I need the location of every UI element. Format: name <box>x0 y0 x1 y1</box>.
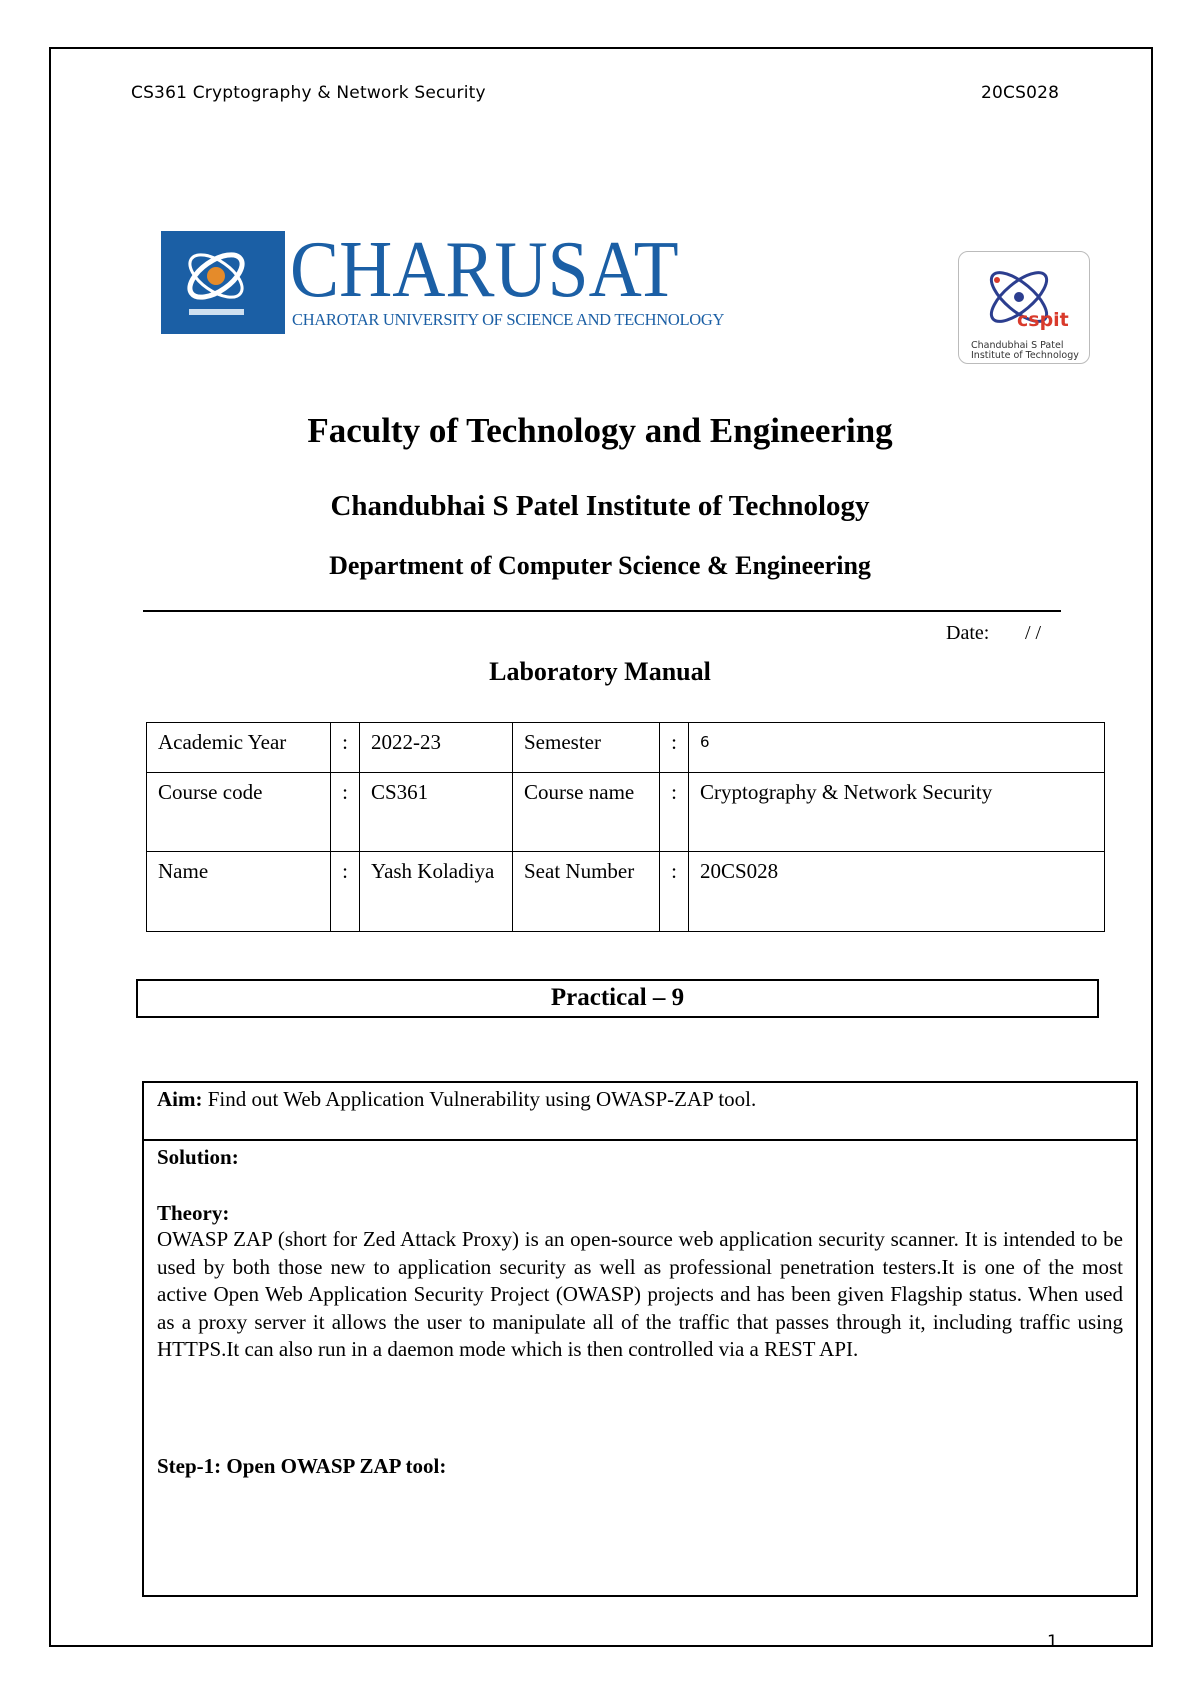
charusat-logo-text: CHARUSAT <box>290 226 679 314</box>
cspit-logo-line1: Chandubhai S Patel <box>971 340 1064 351</box>
cspit-logo-text: cspit <box>1017 309 1069 331</box>
solution-label: Solution: <box>157 1145 239 1169</box>
title-divider <box>143 610 1061 612</box>
date-label: Date: <box>946 622 990 644</box>
practical-content-table <box>142 1081 1138 1597</box>
course-name-label: Course name <box>513 773 660 852</box>
theory-label: Theory: <box>157 1201 230 1225</box>
semester-value: 6 <box>689 723 1105 773</box>
academic-year-value: 2022-23 <box>360 723 513 773</box>
table-row <box>147 773 1105 852</box>
faculty-title: Faculty of Technology and Engineering <box>307 411 893 450</box>
aim-cell <box>143 1082 1137 1140</box>
course-code-label: Course code <box>147 773 331 852</box>
colon: : <box>331 852 360 932</box>
manual-title: Laboratory Manual <box>489 657 711 686</box>
name-label: Name <box>147 852 331 932</box>
step-1-heading: Step-1: Open OWASP ZAP tool: <box>157 1453 447 1478</box>
cspit-logo <box>958 251 1090 364</box>
header-roll-number: 20CS028 <box>981 83 1060 103</box>
page-number: 1 <box>1047 1632 1058 1652</box>
colon: : <box>660 773 689 852</box>
colon: : <box>660 852 689 932</box>
table-row <box>147 723 1105 773</box>
aim-text: Find out Web Application Vulnerability using OWASP-ZAP tool. <box>202 1087 757 1111</box>
solution-row <box>143 1140 1137 1596</box>
department-title: Department of Computer Science & Engineering <box>329 551 871 580</box>
cspit-logo-line2: Institute of Technology <box>971 350 1079 361</box>
course-name-value: Cryptography & Network Security <box>689 773 1105 852</box>
colon: : <box>331 723 360 773</box>
course-info-table <box>146 722 1105 932</box>
table-row <box>147 852 1105 932</box>
aim-label: Aim: <box>157 1087 203 1111</box>
semester-label: Semester <box>513 723 660 773</box>
seat-number-value: 20CS028 <box>689 852 1105 932</box>
date-value: / / <box>1025 622 1042 644</box>
colon: : <box>331 773 360 852</box>
aim-row <box>143 1082 1137 1140</box>
name-value: Yash Koladiya <box>360 852 513 932</box>
header-course-title: CS361 Cryptography & Network Security <box>131 83 486 103</box>
colon: : <box>660 723 689 773</box>
practical-heading: Practical – 9 <box>136 979 1099 1018</box>
theory-text: OWASP ZAP (short for Zed Attack Proxy) is an open-source web application security scanner. It is intended to be used by both those new to application security as well as professional penetration testers.It is one of the most active Open Web Application Security Project (OWASP) projects and has been given Flagship status. When used as a proxy server it allows the user to manipulate all of the traffic that passes through it, including traffic using HTTPS.It can also run in a daemon mode which is then controlled via a REST API. <box>157 1227 1123 1361</box>
academic-year-label: Academic Year <box>147 723 331 773</box>
institute-title: Chandubhai S Patel Institute of Technology <box>330 490 870 522</box>
charusat-logo-subtitle: CHAROTAR UNIVERSITY OF SCIENCE AND TECHNOLOGY <box>292 310 725 329</box>
course-code-value: CS361 <box>360 773 513 852</box>
charusat-emblem-icon <box>161 231 285 334</box>
solution-cell <box>143 1140 1137 1596</box>
seat-number-label: Seat Number <box>513 852 660 932</box>
